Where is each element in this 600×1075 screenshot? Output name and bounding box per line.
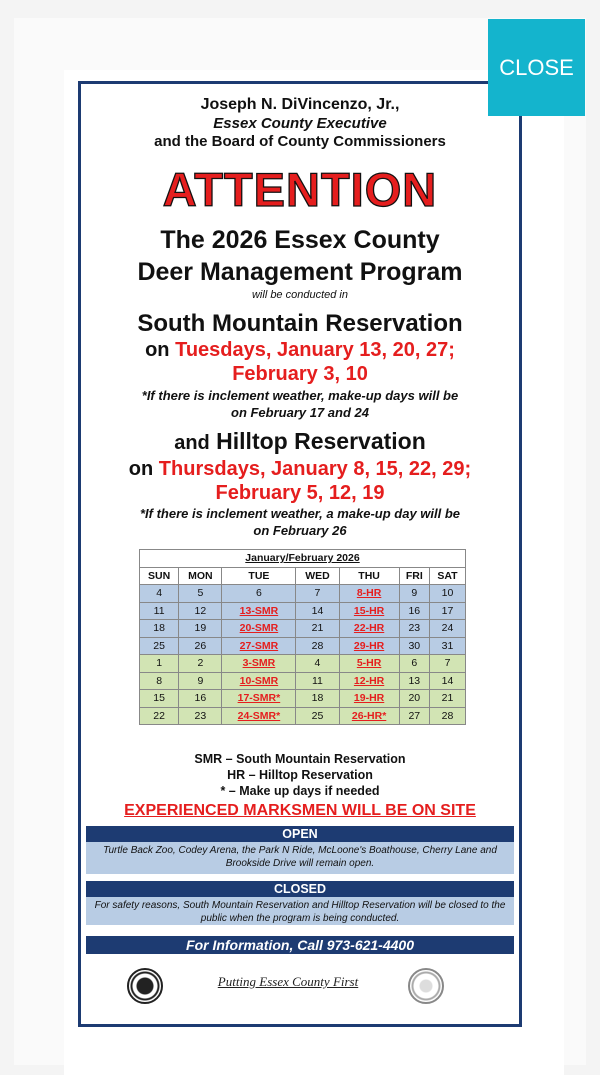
legend-hr: HR – Hilltop Reservation [227, 768, 373, 782]
calendar-day: 17-SMR* [222, 690, 296, 708]
calendar-day: 10-SMR [222, 672, 296, 690]
calendar-legend [81, 751, 519, 799]
calendar-day: 8 [140, 672, 179, 690]
calendar-day: 31 [429, 637, 465, 655]
hilltop-name: Hilltop Reservation [216, 428, 426, 454]
south-mountain-dates-line1: Tuesdays, January 13, 20, 27; [175, 339, 455, 361]
calendar-day: 24 [429, 620, 465, 638]
calendar-day: 16 [179, 690, 222, 708]
attention-heading: ATTENTION [162, 163, 438, 216]
calendar-day: 2 [179, 655, 222, 673]
calendar-day: 15 [140, 690, 179, 708]
calendar-day: 23 [399, 620, 429, 638]
day-header: SUN [140, 567, 179, 585]
open-title: OPEN [86, 826, 514, 842]
calendar-day: 13-SMR [222, 602, 296, 620]
calendar-day: 20 [399, 690, 429, 708]
south-mountain-dates-line2: February 3, 10 [232, 363, 368, 385]
calendar-title: January/February 2026 [140, 550, 466, 568]
calendar-day: 8-HR [339, 585, 399, 603]
calendar-day: 7 [296, 585, 339, 603]
hilltop-dates [81, 457, 519, 505]
calendar-day: 4 [296, 655, 339, 673]
calendar-day: 11 [296, 672, 339, 690]
calendar-day-headers [140, 567, 466, 585]
calendar-day: 25 [296, 707, 339, 725]
calendar-week [140, 620, 466, 638]
calendar-day: 14 [296, 602, 339, 620]
program-title-line1: The 2026 Essex County [160, 226, 440, 254]
calendar-day: 19 [179, 620, 222, 638]
calendar-day: 1 [140, 655, 179, 673]
calendar-day: 26 [179, 637, 222, 655]
calendar-day: 18 [296, 690, 339, 708]
slogan: Putting Essex County First [217, 974, 359, 989]
calendar-day: 12 [179, 602, 222, 620]
calendar-day: 30 [399, 637, 429, 655]
county-seal-icon [127, 968, 163, 1004]
open-text: Turtle Back Zoo, Codey Arena, the Park N Ride, McLoone's Boathouse, Cherry Lane and Brookside Drive will remain open. [103, 845, 497, 869]
calendar-day: 16 [399, 602, 429, 620]
calendar-week [140, 707, 466, 725]
calendar-day: 10 [429, 585, 465, 603]
calendar-day: 3-SMR [222, 655, 296, 673]
calendar-day: 7 [429, 655, 465, 673]
calendar-day: 22-HR [339, 620, 399, 638]
south-mountain-on: on [145, 339, 170, 361]
flyer-footer [81, 962, 519, 1008]
program-title-line2: Deer Management Program [137, 258, 463, 286]
calendar-day: 27 [399, 707, 429, 725]
calendar-day: 20-SMR [222, 620, 296, 638]
calendar-day: 5 [179, 585, 222, 603]
calendar-day: 18 [140, 620, 179, 638]
hilltop-title [81, 428, 519, 455]
calendar-day: 25 [140, 637, 179, 655]
calendar-day: 23 [179, 707, 222, 725]
south-mountain-note-line2: on February 17 and 24 [231, 405, 369, 420]
hilltop-note-line1: *If there is inclement weather, a make-up day will be [139, 506, 461, 521]
calendar-week [140, 655, 466, 673]
calendar-day: 22 [140, 707, 179, 725]
calendar-day: 26-HR* [339, 707, 399, 725]
calendar-day: 29-HR [339, 637, 399, 655]
calendar-day: 27-SMR [222, 637, 296, 655]
conducted-in-text: will be conducted in [251, 289, 348, 301]
closed-info-box [86, 881, 514, 925]
marksmen-warning: EXPERIENCED MARKSMEN WILL BE ON SITE [124, 802, 476, 819]
day-header: FRI [399, 567, 429, 585]
south-mountain-note-line1: *If there is inclement weather, make-up days will be [141, 388, 459, 403]
deer-management-flyer [78, 81, 522, 1027]
closed-title: CLOSED [86, 881, 514, 897]
calendar-day: 13 [399, 672, 429, 690]
calendar-day: 6 [222, 585, 296, 603]
executive-name: Joseph N. DiVincenzo, Jr., [200, 96, 400, 113]
calendar-day: 9 [399, 585, 429, 603]
open-info-box [86, 826, 514, 874]
program-title [81, 224, 519, 288]
calendar-day: 6 [399, 655, 429, 673]
calendar-day: 21 [296, 620, 339, 638]
close-button[interactable]: CLOSE [488, 19, 585, 116]
hilltop-dates-line2: February 5, 12, 19 [215, 482, 385, 504]
parks-seal-icon [408, 968, 444, 1004]
day-header: MON [179, 567, 222, 585]
closed-text: For safety reasons, South Mountain Reservation and Hilltop Reservation will be closed to the public when the program is being conducted. [94, 900, 506, 924]
legend-makeup: * – Make up days if needed [220, 784, 380, 798]
hilltop-note [81, 505, 519, 539]
calendar-day: 24-SMR* [222, 707, 296, 725]
calendar-day: 12-HR [339, 672, 399, 690]
hilltop-dates-line1: Thursdays, January 8, 15, 22, 29; [158, 458, 472, 480]
hilltop-note-line2: on February 26 [253, 523, 347, 538]
south-mountain-title: South Mountain Reservation [137, 310, 463, 337]
day-header: WED [296, 567, 339, 585]
calendar-day: 14 [429, 672, 465, 690]
south-mountain-dates [81, 338, 519, 386]
calendar-day: 5-HR [339, 655, 399, 673]
calendar-day: 19-HR [339, 690, 399, 708]
executive-title: Essex County Executive [213, 115, 387, 132]
calendar-week [140, 585, 466, 603]
calendar-day: 15-HR [339, 602, 399, 620]
commissioners-line: and the Board of County Commissioners [154, 133, 446, 150]
contact-info: For Information, Call 973-621-4400 [86, 936, 514, 954]
calendar-day: 28 [296, 637, 339, 655]
south-mountain-note [81, 387, 519, 421]
day-header: THU [339, 567, 399, 585]
legend-smr: SMR – South Mountain Reservation [194, 752, 406, 766]
hilltop-on: on [128, 458, 154, 480]
day-header: SAT [429, 567, 465, 585]
day-header: TUE [222, 567, 296, 585]
calendar-day: 21 [429, 690, 465, 708]
calendar-day: 28 [429, 707, 465, 725]
calendar-week [140, 602, 466, 620]
calendar-day: 4 [140, 585, 179, 603]
calendar-day: 11 [140, 602, 179, 620]
calendar-week [140, 690, 466, 708]
calendar-week [140, 637, 466, 655]
calendar-day: 17 [429, 602, 465, 620]
hilltop-and: and [174, 432, 210, 454]
schedule-calendar [139, 549, 466, 725]
calendar-week [140, 672, 466, 690]
calendar-day: 9 [179, 672, 222, 690]
